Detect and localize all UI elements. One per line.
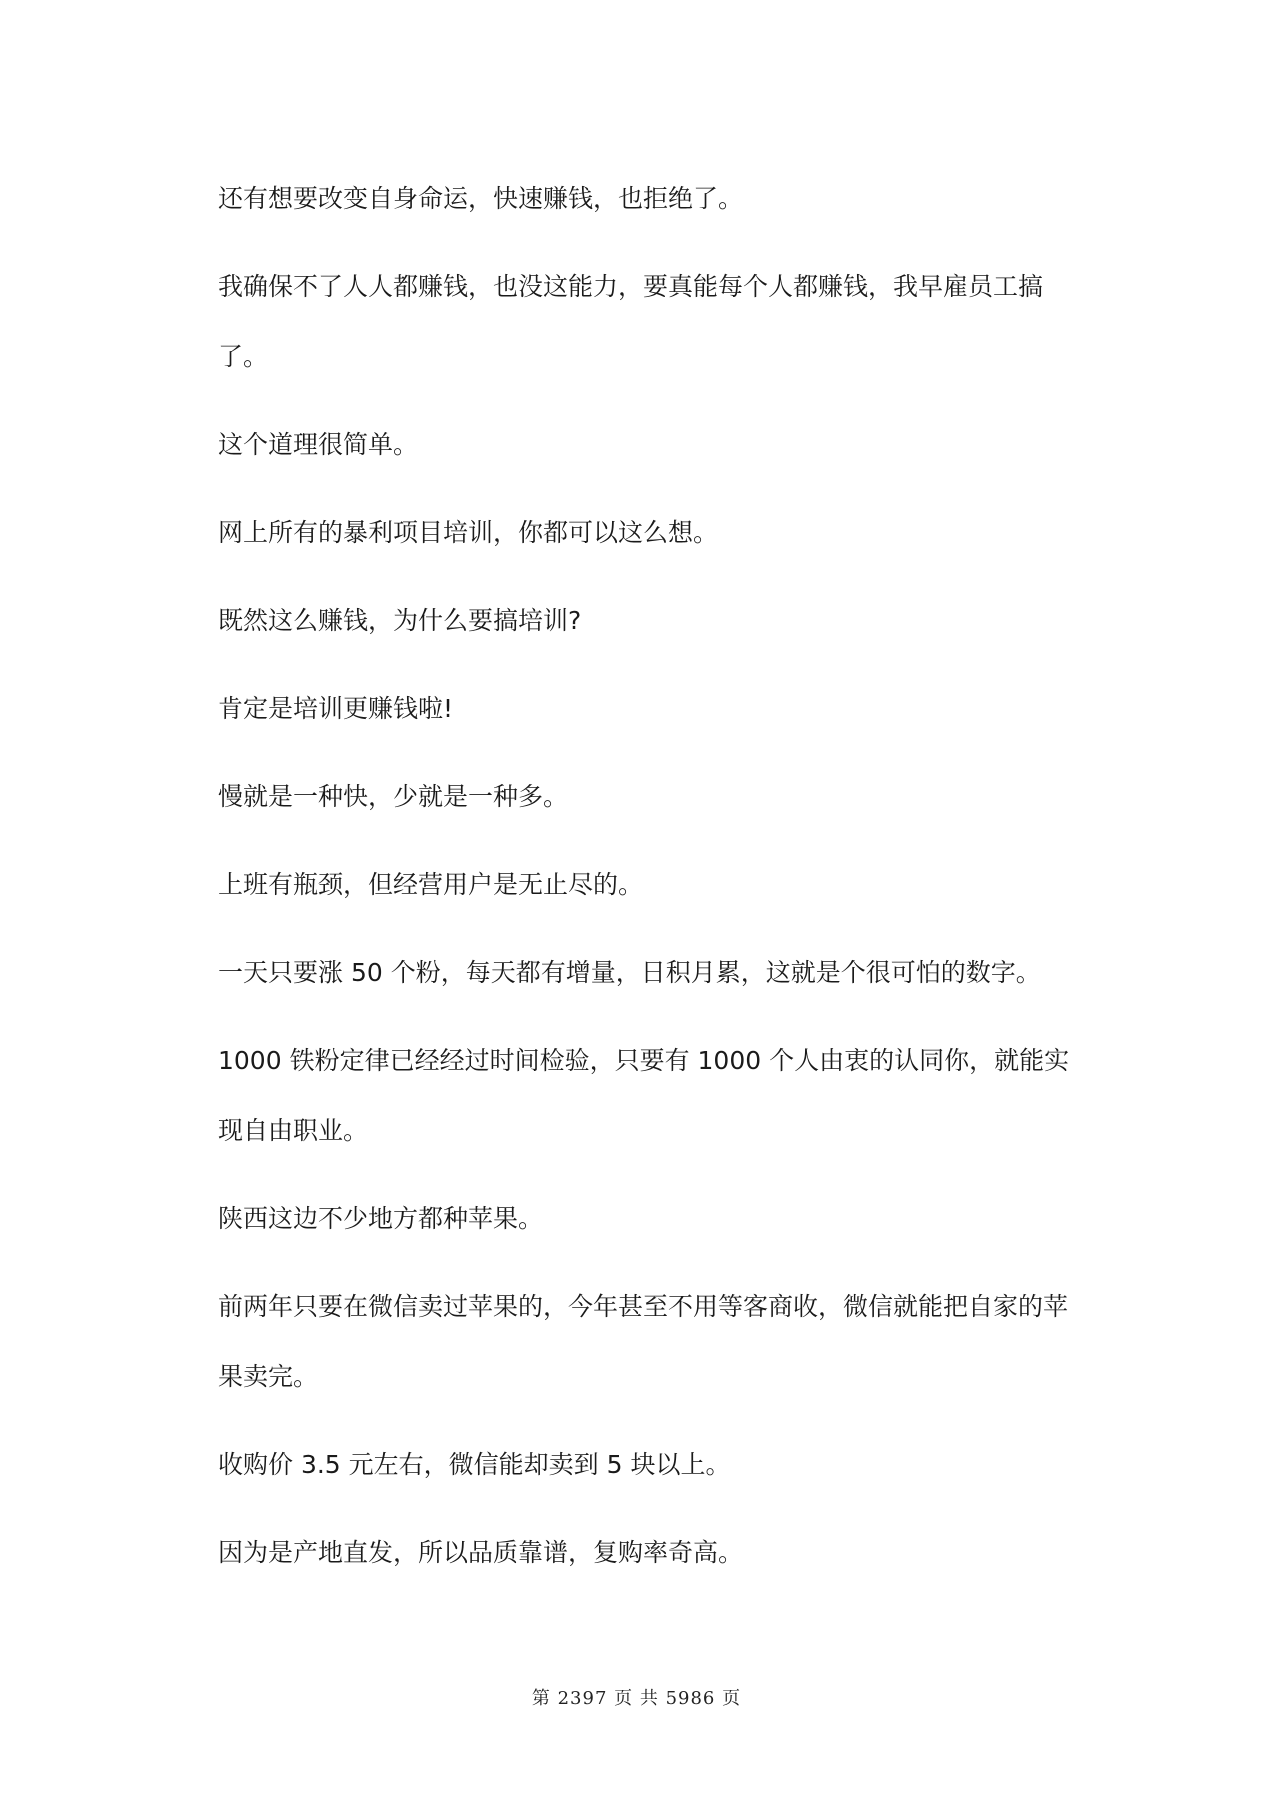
paragraph: 收购价 3.5 元左右，微信能却卖到 5 块以上。 bbox=[218, 1450, 731, 1479]
paragraph: 还有想要改变自身命运，快速赚钱，也拒绝了。 bbox=[218, 184, 744, 213]
paragraph: 既然这么赚钱，为什么要搞培训? bbox=[218, 606, 582, 635]
paragraph: 陕西这边不少地方都种苹果。 bbox=[218, 1204, 544, 1233]
paragraph: 1000 铁粉定律已经经过时间检验，只要有 1000 个人由衷的认同你，就能实现自由职业。 bbox=[218, 1046, 1070, 1145]
document-body bbox=[218, 164, 1078, 1606]
paragraph: 肯定是培训更赚钱啦! bbox=[218, 694, 454, 723]
paragraph: 一天只要涨 50 个粉，每天都有增量，日积月累，这就是个很可怕的数字。 bbox=[218, 958, 1041, 987]
paragraph: 上班有瓶颈，但经营用户是无止尽的。 bbox=[218, 870, 644, 899]
paragraph: 前两年只要在微信卖过苹果的，今年甚至不用等客商收，微信就能把自家的苹果卖完。 bbox=[218, 1292, 1069, 1391]
paragraph: 网上所有的暴利项目培训，你都可以这么想。 bbox=[218, 518, 719, 547]
paragraph: 这个道理很简单。 bbox=[218, 430, 419, 459]
page-number-footer: 第 2397 页 共 5986 页 bbox=[531, 1688, 742, 1709]
paragraph: 我确保不了人人都赚钱，也没这能力，要真能每个人都赚钱，我早雇员工搞了。 bbox=[218, 272, 1044, 371]
paragraph: 慢就是一种快，少就是一种多。 bbox=[218, 782, 569, 811]
paragraph: 因为是产地直发，所以品质靠谱，复购率奇高。 bbox=[218, 1538, 744, 1567]
